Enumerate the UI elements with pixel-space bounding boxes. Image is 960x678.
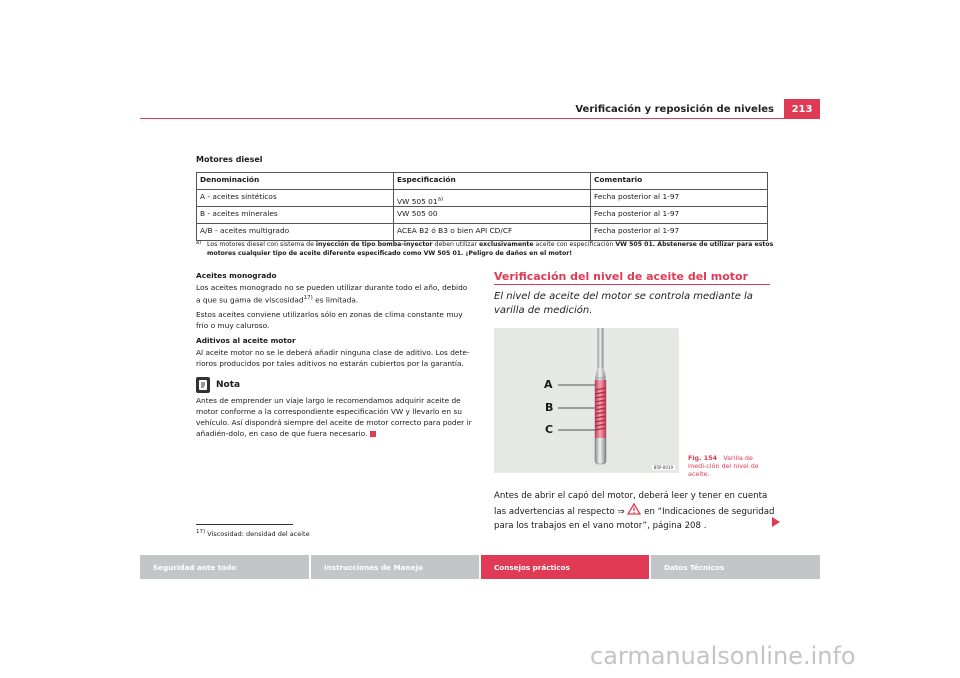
footnote-marker: 17) [196, 529, 206, 535]
safety-text: Antes de abrir el capó del motor, deberá leer y tener en cuenta las advertencias al respecto ⇒ [494, 491, 768, 517]
mono-paragraph [196, 282, 472, 305]
column-header: Denominación [197, 173, 394, 190]
safety-text: en “Indicaciones de seguridad para los trabajos en el vano motor”, página 208 . [494, 507, 775, 531]
climate-paragraph: Estos aceites conviene utilizarlos sólo en zonas de clima constante muy frío o muy caluroso. [196, 310, 463, 331]
column-header: Comentario [591, 173, 768, 190]
cell-comment: Fecha posterior al 1-97 [591, 207, 768, 224]
table-header-row [197, 173, 768, 190]
footnote-rule [196, 524, 293, 525]
oil-spec-table [196, 172, 768, 241]
table-row [197, 224, 768, 241]
watermark: carmanualsonline.info [590, 642, 856, 670]
mono-text: Los aceites monogrado no se pueden utilizar durante todo el año, debido a que su gama de viscosidad [196, 283, 468, 305]
column-header: Especificación [394, 173, 591, 190]
figure-code: B5P-0019 [653, 465, 673, 470]
table-footnote [196, 240, 776, 258]
cell-spec: ACEA B2 ó B3 o bien API CD/CF [394, 224, 591, 241]
continue-arrow-icon [772, 517, 780, 527]
cell-spec: VW 505 00 [394, 207, 591, 224]
nav-tab-instrucciones[interactable]: Instrucciones de Manejo [311, 555, 479, 579]
additives-paragraph: Al aceite motor no se le deberá añadir ninguna clase de aditivo. Los dete-rioros producidos por tales aditivos no estarán cubiertos por la garantía. [196, 348, 470, 369]
left-column [196, 270, 472, 443]
mono-heading: Aceites monogrado [196, 271, 277, 280]
table-heading: Motores diesel [196, 155, 263, 164]
footnote-marker: a) [196, 240, 202, 246]
footnote-bold: exclusivamente [478, 241, 534, 248]
running-header-title: Verificación y reposición de niveles [575, 104, 774, 115]
page-number: 213 [784, 99, 820, 119]
nav-tab-seguridad[interactable]: Seguridad ante todo [140, 555, 309, 579]
footnote-text: Los motores diesel con sistema de [207, 241, 316, 248]
spec-value: VW 505 01 [397, 197, 438, 207]
additives-heading: Aditivos al aceite motor [196, 336, 296, 346]
safety-paragraph [494, 490, 778, 533]
figure-caption [688, 454, 772, 478]
header-rule [140, 118, 820, 119]
figure-number: Fig. 154 [688, 454, 718, 462]
section-title: Verificación del nivel de aceite del motor [494, 270, 749, 283]
section-rule [494, 284, 770, 285]
footnote-17-text: Viscosidad: densidad del aceite [207, 530, 310, 539]
footnote-bold: VW 505 01. Abstenerse de utilizar para estos motores cualquier tipo de aceite diferente especificado como VW 505 01. ¡Peligro de daños en el motor! [207, 241, 774, 257]
section-subtitle: El nivel de aceite del motor se controla mediante la varilla de medición. [494, 291, 753, 316]
section-end-icon [370, 431, 376, 437]
figure-caption-text: Varilla de medi-ción del nivel de aceite. [688, 454, 759, 478]
note-text: Antes de emprender un viaje largo le recomendamos adquirir aceite de motor conforme a la correspondiente especificación VW y llevarlo en su vehículo. Así dispondrá siempre del aceite de motor correcto para poder ir añadién-dolo, en caso de que fuera necesario. [196, 396, 472, 439]
dipstick-figure [494, 328, 679, 473]
cell-name: A - aceites sintéticos [197, 190, 394, 207]
cell-name: B - aceites minerales [197, 207, 394, 224]
cell-comment: Fecha posterior al 1-97 [591, 224, 768, 241]
nav-tab-consejos[interactable]: Consejos prácticos [481, 555, 649, 579]
warning-icon [627, 503, 641, 520]
footnote-text: deben utilizar [432, 241, 479, 248]
cell-name: A/B - aceites multigrado [197, 224, 394, 241]
marker-a-label: A [544, 378, 553, 391]
footnote-17 [196, 529, 310, 538]
table-row [197, 190, 768, 207]
footnote-ref: a) [437, 197, 444, 203]
footnote-ref: 17) [303, 295, 313, 301]
note-icon [196, 377, 210, 393]
mono-text: es limitada. [312, 295, 359, 305]
marker-b-label: B [545, 401, 554, 414]
note-paragraph [196, 395, 472, 439]
note-header [196, 377, 472, 393]
footnote-text: aceite con especificación [533, 241, 616, 248]
nav-tab-datos[interactable]: Datos Técnicos [651, 555, 820, 579]
note-title: Nota [216, 379, 241, 390]
cell-spec [394, 190, 591, 207]
footnote-bold: inyección de tipo bomba-inyector [315, 241, 433, 248]
cell-comment: Fecha posterior al 1-97 [591, 190, 768, 207]
table-row [197, 207, 768, 224]
dipstick-illustration [494, 328, 679, 473]
marker-c-label: C [545, 423, 554, 436]
